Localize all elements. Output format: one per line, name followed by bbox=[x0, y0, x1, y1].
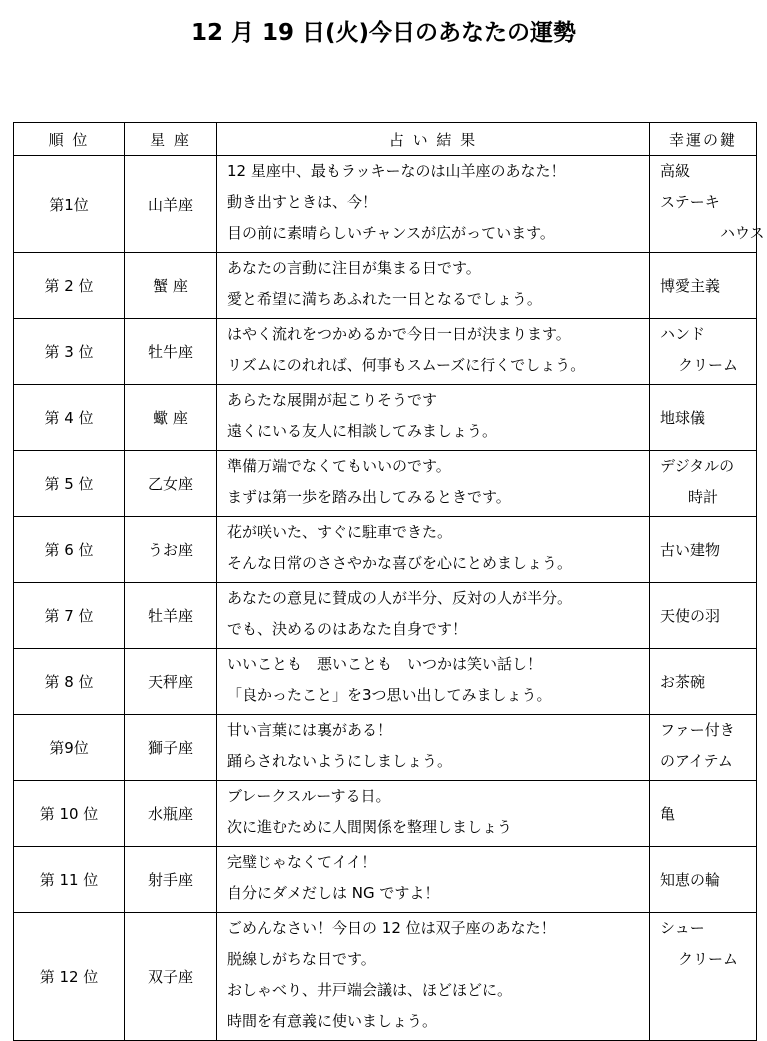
result-cell bbox=[217, 253, 650, 319]
key-line: シュー bbox=[660, 919, 705, 937]
key-line: 天使の羽 bbox=[660, 607, 721, 625]
rank-cell: 第 2 位 bbox=[14, 253, 125, 319]
result-cell bbox=[217, 847, 650, 913]
key-cell bbox=[650, 319, 757, 385]
rank-cell: 第 7 位 bbox=[14, 583, 125, 649]
result-line: はやく流れをつかめるかで今日一日が決まります。 bbox=[227, 325, 571, 343]
table-row bbox=[14, 517, 757, 583]
key-cell bbox=[650, 451, 757, 517]
result-cell bbox=[217, 385, 650, 451]
result-line: おしゃべり、井戸端会議は、ほどほどに。 bbox=[227, 981, 513, 999]
sign-cell: 射手座 bbox=[125, 847, 217, 913]
result-cell bbox=[217, 715, 650, 781]
result-line: 花が咲いた、すぐに駐車できた。 bbox=[227, 523, 453, 541]
header-sign: 星 座 bbox=[125, 123, 217, 156]
rank-cell: 第 12 位 bbox=[14, 913, 125, 1041]
key-line: 古い建物 bbox=[660, 541, 721, 559]
key-cell bbox=[650, 385, 757, 451]
result-cell bbox=[217, 451, 650, 517]
key-cell bbox=[650, 847, 757, 913]
key-cell bbox=[650, 781, 757, 847]
result-line: リズムにのれれば、何事もスムーズに行くでしょう。 bbox=[227, 356, 586, 374]
result-line: まずは第一歩を踏み出してみるときです。 bbox=[227, 488, 511, 506]
key-cell bbox=[650, 253, 757, 319]
key-line: お茶碗 bbox=[660, 673, 706, 691]
sign-cell: うお座 bbox=[125, 517, 217, 583]
result-line: 「良かったこと」を3つ思い出してみましょう。 bbox=[227, 686, 552, 704]
result-cell bbox=[217, 781, 650, 847]
result-cell bbox=[217, 517, 650, 583]
result-line: 12 星座中、最もラッキーなのは山羊座のあなた！ bbox=[227, 162, 566, 180]
rank-cell: 第9位 bbox=[14, 715, 125, 781]
key-line: クリーム bbox=[678, 950, 739, 968]
sign-cell: 山羊座 bbox=[125, 156, 217, 253]
result-line: あなたの意見に賛成の人が半分、反対の人が半分。 bbox=[227, 589, 573, 607]
rank-cell: 第 5 位 bbox=[14, 451, 125, 517]
result-cell bbox=[217, 913, 650, 1041]
key-line: 地球儀 bbox=[660, 409, 706, 427]
result-line: 時間を有意義に使いましょう。 bbox=[227, 1012, 438, 1030]
key-line: ステーキ bbox=[660, 193, 720, 211]
rank-cell: 第 6 位 bbox=[14, 517, 125, 583]
table-row bbox=[14, 253, 757, 319]
rank-cell: 第 11 位 bbox=[14, 847, 125, 913]
result-line: 動き出すときは、今！ bbox=[227, 193, 378, 211]
result-line: 愛と希望に満ちあふれた一日となるでしょう。 bbox=[227, 290, 542, 308]
key-line: 知恵の輪 bbox=[660, 871, 721, 889]
result-line: 踊らされないようにしましょう。 bbox=[227, 752, 453, 770]
rank-cell: 第1位 bbox=[14, 156, 125, 253]
key-line: 時計 bbox=[688, 488, 719, 506]
table-row bbox=[14, 847, 757, 913]
sign-cell: 牡牛座 bbox=[125, 319, 217, 385]
rank-cell: 第 4 位 bbox=[14, 385, 125, 451]
result-line: 準備万端でなくてもいいのです。 bbox=[227, 457, 451, 475]
result-line: 甘い言葉には裏がある！ bbox=[227, 721, 393, 739]
key-line: 亀 bbox=[660, 805, 676, 823]
table-row bbox=[14, 385, 757, 451]
result-line: 自分にダメだしは NG ですよ！ bbox=[227, 884, 440, 902]
header-rank: 順 位 bbox=[14, 123, 125, 156]
key-cell bbox=[650, 649, 757, 715]
header-result: 占 い 結 果 bbox=[217, 123, 650, 156]
sign-cell: 蟹 座 bbox=[125, 253, 217, 319]
sign-cell: 乙女座 bbox=[125, 451, 217, 517]
result-line: あなたの言動に注目が集まる日です。 bbox=[227, 259, 481, 277]
key-cell bbox=[650, 913, 757, 1041]
table-row bbox=[14, 649, 757, 715]
fortune-table bbox=[13, 122, 765, 1041]
table-row bbox=[14, 913, 757, 1041]
sign-cell: 獅子座 bbox=[125, 715, 217, 781]
key-cell bbox=[650, 583, 757, 649]
result-cell bbox=[217, 649, 650, 715]
result-line: 脱線しがちな日です。 bbox=[227, 950, 376, 968]
result-line: でも、決めるのはあなた自身です！ bbox=[227, 620, 468, 638]
table-row bbox=[14, 451, 757, 517]
table-header-row bbox=[14, 123, 757, 156]
key-line: 高級 bbox=[660, 162, 691, 180]
result-line: いいことも 悪いことも いつかは笑い話し！ bbox=[227, 655, 543, 673]
result-line: 次に進むために人間関係を整理しましょう bbox=[227, 818, 513, 836]
result-cell bbox=[217, 319, 650, 385]
table-row bbox=[14, 583, 757, 649]
result-line: ごめんなさい！今日の 12 位は双子座のあなた！ bbox=[227, 919, 556, 937]
key-cell bbox=[650, 156, 765, 253]
key-line: のアイテム bbox=[660, 752, 733, 770]
table-row bbox=[14, 781, 757, 847]
key-line: デジタルの bbox=[660, 457, 735, 475]
result-line: ブレークスルーする日。 bbox=[227, 787, 391, 805]
rank-cell: 第 3 位 bbox=[14, 319, 125, 385]
sign-cell: 牡羊座 bbox=[125, 583, 217, 649]
rank-cell: 第 10 位 bbox=[14, 781, 125, 847]
sign-cell: 蠍 座 bbox=[125, 385, 217, 451]
result-cell bbox=[217, 583, 650, 649]
rank-cell: 第 8 位 bbox=[14, 649, 125, 715]
result-line: 目の前に素晴らしいチャンスが広がっています。 bbox=[227, 224, 555, 242]
result-line: 遠くにいる友人に相談してみましょう。 bbox=[227, 422, 498, 440]
table-row bbox=[14, 715, 757, 781]
key-line: クリーム bbox=[678, 356, 739, 374]
page-title: 12 月 19 日(火)今日のあなたの運勢 bbox=[190, 20, 577, 46]
sign-cell: 双子座 bbox=[125, 913, 217, 1041]
result-line: そんな日常のささやかな喜びを心にとめましょう。 bbox=[227, 554, 573, 572]
key-line: ハウス bbox=[720, 224, 765, 242]
sign-cell: 天秤座 bbox=[125, 649, 217, 715]
table-row bbox=[14, 156, 757, 253]
header-key: 幸運の鍵 bbox=[650, 123, 757, 156]
result-line: 完璧じゃなくてイイ！ bbox=[227, 853, 377, 871]
sign-cell: 水瓶座 bbox=[125, 781, 217, 847]
result-line: あらたな展開が起こりそうです bbox=[227, 391, 438, 409]
key-cell bbox=[650, 715, 757, 781]
key-line: ファー付き bbox=[660, 721, 735, 739]
key-line: ハンド bbox=[660, 325, 706, 343]
key-line: 博愛主義 bbox=[660, 277, 721, 295]
key-cell bbox=[650, 517, 757, 583]
table-row bbox=[14, 319, 757, 385]
result-cell bbox=[217, 156, 650, 253]
